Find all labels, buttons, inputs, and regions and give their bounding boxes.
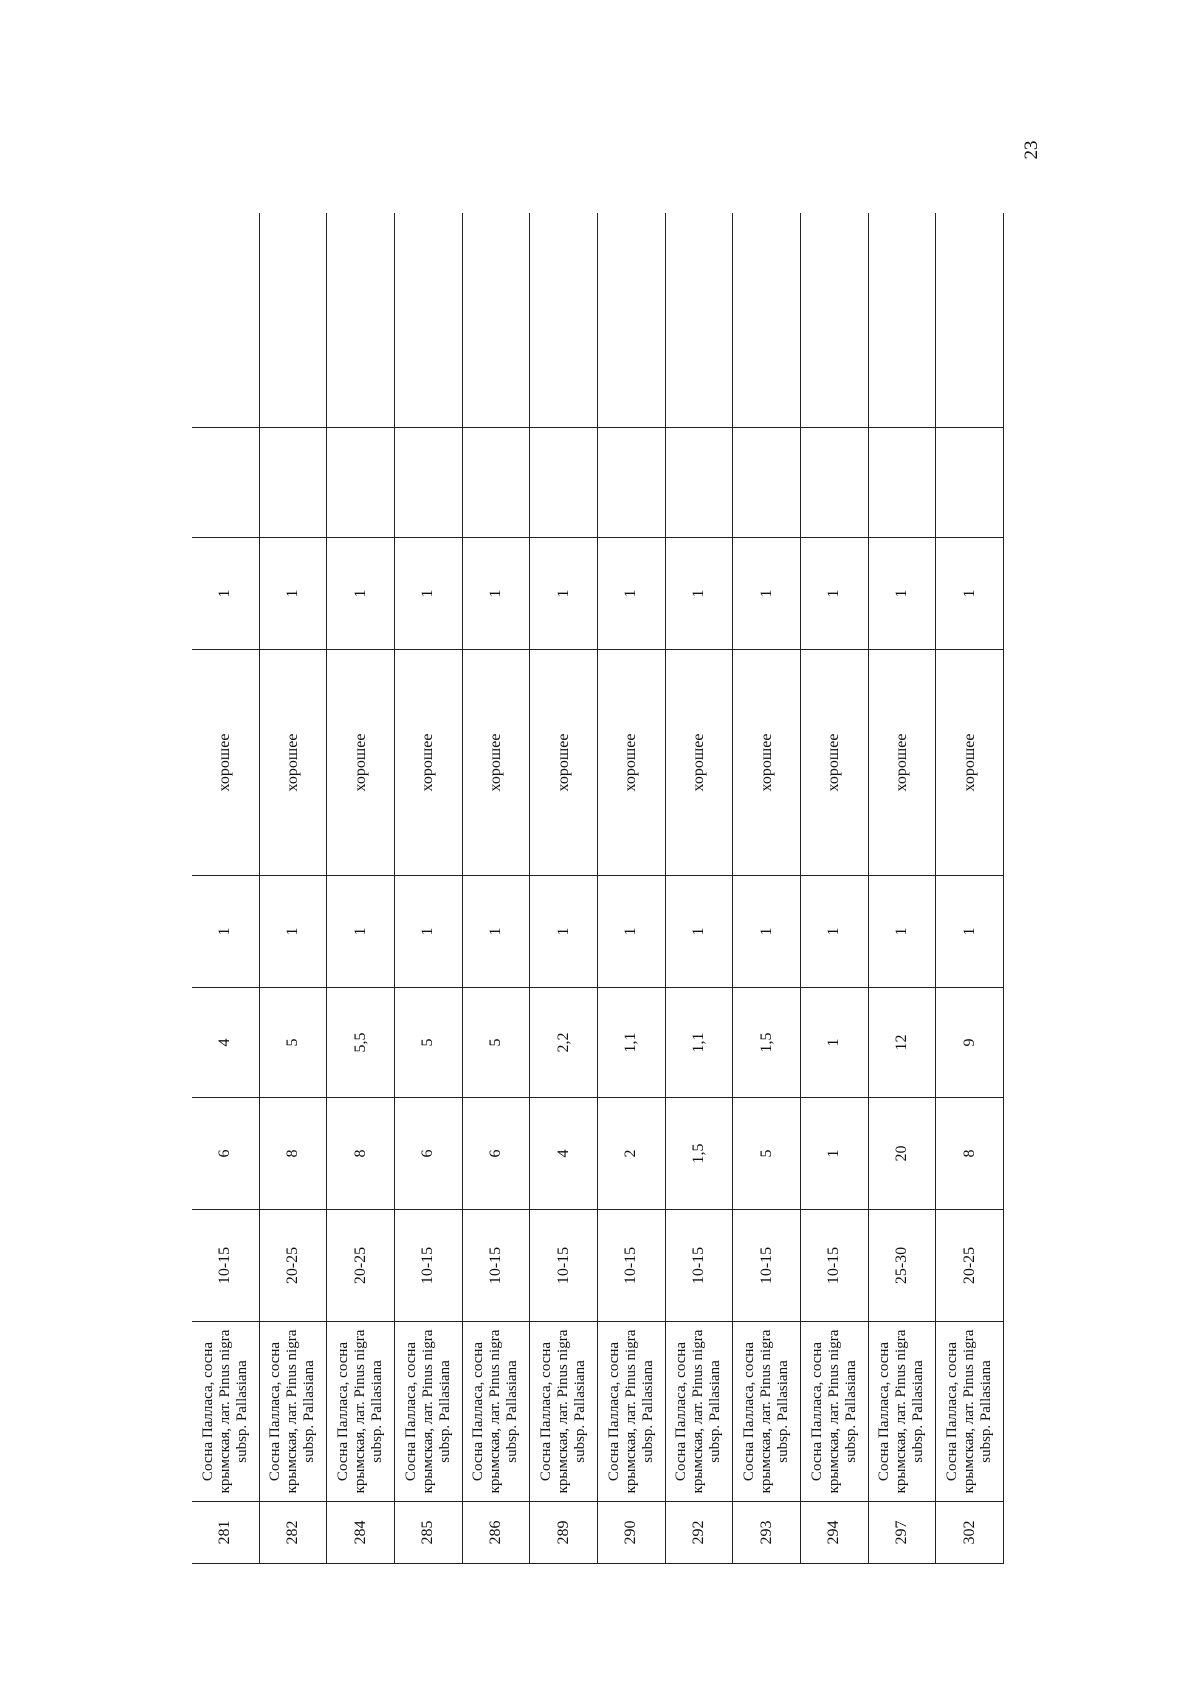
cell-species: Сосна Палласа, сосна крымская, лат. Pinus nigra subsp. Pallasiana	[530, 1322, 598, 1502]
tree-inventory-table	[192, 214, 1004, 1565]
cell-category: 1	[259, 538, 327, 650]
table-body	[192, 214, 1004, 1564]
cell-condition: хорошее	[394, 650, 462, 876]
cell-diameter: 5,5	[327, 988, 395, 1098]
cell-number: 292	[665, 1502, 733, 1564]
cell-height: 8	[259, 1098, 327, 1210]
cell-number: 285	[394, 1502, 462, 1564]
cell-number: 302	[936, 1502, 1004, 1564]
cell-height: 1,5	[665, 1098, 733, 1210]
cell-diameter: 5	[462, 988, 530, 1098]
cell-category: 1	[462, 538, 530, 650]
cell-col10	[597, 214, 665, 428]
cell-count: 1	[192, 876, 259, 988]
cell-number: 297	[868, 1502, 936, 1564]
cell-col9	[597, 428, 665, 538]
cell-count: 1	[394, 876, 462, 988]
cell-diameter: 5	[394, 988, 462, 1098]
cell-number: 294	[800, 1502, 868, 1564]
cell-condition: хорошее	[530, 650, 598, 876]
cell-diameter: 1,5	[733, 988, 801, 1098]
cell-height: 8	[936, 1098, 1004, 1210]
cell-diameter: 1,1	[597, 988, 665, 1098]
cell-count: 1	[462, 876, 530, 988]
cell-category: 1	[800, 538, 868, 650]
cell-count: 1	[597, 876, 665, 988]
cell-col9	[530, 428, 598, 538]
table-row	[394, 214, 462, 1564]
cell-height: 5	[733, 1098, 801, 1210]
cell-age: 20-25	[327, 1210, 395, 1322]
cell-age: 20-25	[259, 1210, 327, 1322]
table-row	[800, 214, 868, 1564]
cell-col10	[462, 214, 530, 428]
cell-col9	[665, 428, 733, 538]
cell-species: Сосна Палласа, сосна крымская, лат. Pinus nigra subsp. Pallasiana	[259, 1322, 327, 1502]
cell-col10	[259, 214, 327, 428]
table-row	[259, 214, 327, 1564]
cell-species: Сосна Палласа, сосна крымская, лат. Pinus nigra subsp. Pallasiana	[462, 1322, 530, 1502]
cell-condition: хорошее	[192, 650, 259, 876]
cell-category: 1	[868, 538, 936, 650]
cell-height: 2	[597, 1098, 665, 1210]
cell-diameter: 1,1	[665, 988, 733, 1098]
cell-col9	[192, 428, 259, 538]
cell-number: 286	[462, 1502, 530, 1564]
cell-number: 282	[259, 1502, 327, 1564]
cell-col10	[327, 214, 395, 428]
cell-age: 10-15	[530, 1210, 598, 1322]
cell-species: Сосна Палласа, сосна крымская, лат. Pinus nigra subsp. Pallasiana	[192, 1322, 259, 1502]
cell-age: 10-15	[800, 1210, 868, 1322]
cell-condition: хорошее	[327, 650, 395, 876]
cell-species: Сосна Палласа, сосна крымская, лат. Pinus nigra subsp. Pallasiana	[936, 1322, 1004, 1502]
cell-height: 20	[868, 1098, 936, 1210]
cell-number: 284	[327, 1502, 395, 1564]
cell-col10	[665, 214, 733, 428]
cell-condition: хорошее	[800, 650, 868, 876]
cell-col10	[800, 214, 868, 428]
cell-col9	[394, 428, 462, 538]
cell-diameter: 4	[192, 988, 259, 1098]
cell-species: Сосна Палласа, сосна крымская, лат. Pinus nigra subsp. Pallasiana	[800, 1322, 868, 1502]
table-row	[530, 214, 598, 1564]
cell-condition: хорошее	[597, 650, 665, 876]
cell-species: Сосна Палласа, сосна крымская, лат. Pinus nigra subsp. Pallasiana	[665, 1322, 733, 1502]
cell-condition: хорошее	[665, 650, 733, 876]
cell-category: 1	[394, 538, 462, 650]
page-number: 23	[1021, 140, 1042, 160]
cell-height: 1	[800, 1098, 868, 1210]
cell-diameter: 12	[868, 988, 936, 1098]
cell-count: 1	[936, 876, 1004, 988]
cell-col9	[800, 428, 868, 538]
cell-category: 1	[936, 538, 1004, 650]
table-row	[665, 214, 733, 1564]
cell-count: 1	[800, 876, 868, 988]
cell-species: Сосна Палласа, сосна крымская, лат. Pinus nigra subsp. Pallasiana	[597, 1322, 665, 1502]
cell-age: 20-25	[936, 1210, 1004, 1322]
cell-col9	[936, 428, 1004, 538]
cell-age: 25-30	[868, 1210, 936, 1322]
table-row	[462, 214, 530, 1564]
cell-height: 8	[327, 1098, 395, 1210]
cell-count: 1	[530, 876, 598, 988]
table-row	[192, 214, 259, 1564]
cell-species: Сосна Палласа, сосна крымская, лат. Pinus nigra subsp. Pallasiana	[394, 1322, 462, 1502]
cell-condition: хорошее	[462, 650, 530, 876]
cell-col9	[868, 428, 936, 538]
cell-col10	[936, 214, 1004, 428]
cell-condition: хорошее	[936, 650, 1004, 876]
cell-age: 10-15	[733, 1210, 801, 1322]
cell-number: 281	[192, 1502, 259, 1564]
cell-diameter: 9	[936, 988, 1004, 1098]
cell-condition: хорошее	[259, 650, 327, 876]
cell-height: 6	[462, 1098, 530, 1210]
cell-diameter: 1	[800, 988, 868, 1098]
cell-count: 1	[665, 876, 733, 988]
rotated-table-container	[192, 214, 1004, 1564]
cell-count: 1	[733, 876, 801, 988]
cell-count: 1	[868, 876, 936, 988]
cell-height: 4	[530, 1098, 598, 1210]
cell-col9	[259, 428, 327, 538]
cell-category: 1	[327, 538, 395, 650]
table-wrapper	[192, 214, 1004, 1564]
cell-condition: хорошее	[868, 650, 936, 876]
cell-age: 10-15	[394, 1210, 462, 1322]
cell-height: 6	[394, 1098, 462, 1210]
cell-species: Сосна Палласа, сосна крымская, лат. Pinus nigra subsp. Pallasiana	[327, 1322, 395, 1502]
cell-species: Сосна Палласа, сосна крымская, лат. Pinus nigra subsp. Pallasiana	[868, 1322, 936, 1502]
cell-age: 10-15	[192, 1210, 259, 1322]
cell-condition: хорошее	[733, 650, 801, 876]
cell-category: 1	[192, 538, 259, 650]
cell-species: Сосна Палласа, сосна крымская, лат. Pinus nigra subsp. Pallasiana	[733, 1322, 801, 1502]
cell-category: 1	[530, 538, 598, 650]
table-row	[868, 214, 936, 1564]
cell-diameter: 2,2	[530, 988, 598, 1098]
cell-number: 290	[597, 1502, 665, 1564]
cell-col9	[462, 428, 530, 538]
cell-category: 1	[733, 538, 801, 650]
cell-age: 10-15	[462, 1210, 530, 1322]
cell-col10	[192, 214, 259, 428]
cell-number: 293	[733, 1502, 801, 1564]
cell-col10	[394, 214, 462, 428]
cell-col10	[868, 214, 936, 428]
cell-count: 1	[327, 876, 395, 988]
table-row	[733, 214, 801, 1564]
cell-count: 1	[259, 876, 327, 988]
table-row	[936, 214, 1004, 1564]
cell-col9	[733, 428, 801, 538]
table-row	[327, 214, 395, 1564]
cell-number: 289	[530, 1502, 598, 1564]
cell-diameter: 5	[259, 988, 327, 1098]
cell-col10	[733, 214, 801, 428]
cell-category: 1	[597, 538, 665, 650]
cell-col9	[327, 428, 395, 538]
cell-col10	[530, 214, 598, 428]
cell-age: 10-15	[665, 1210, 733, 1322]
cell-age: 10-15	[597, 1210, 665, 1322]
cell-category: 1	[665, 538, 733, 650]
table-row	[597, 214, 665, 1564]
cell-height: 6	[192, 1098, 259, 1210]
